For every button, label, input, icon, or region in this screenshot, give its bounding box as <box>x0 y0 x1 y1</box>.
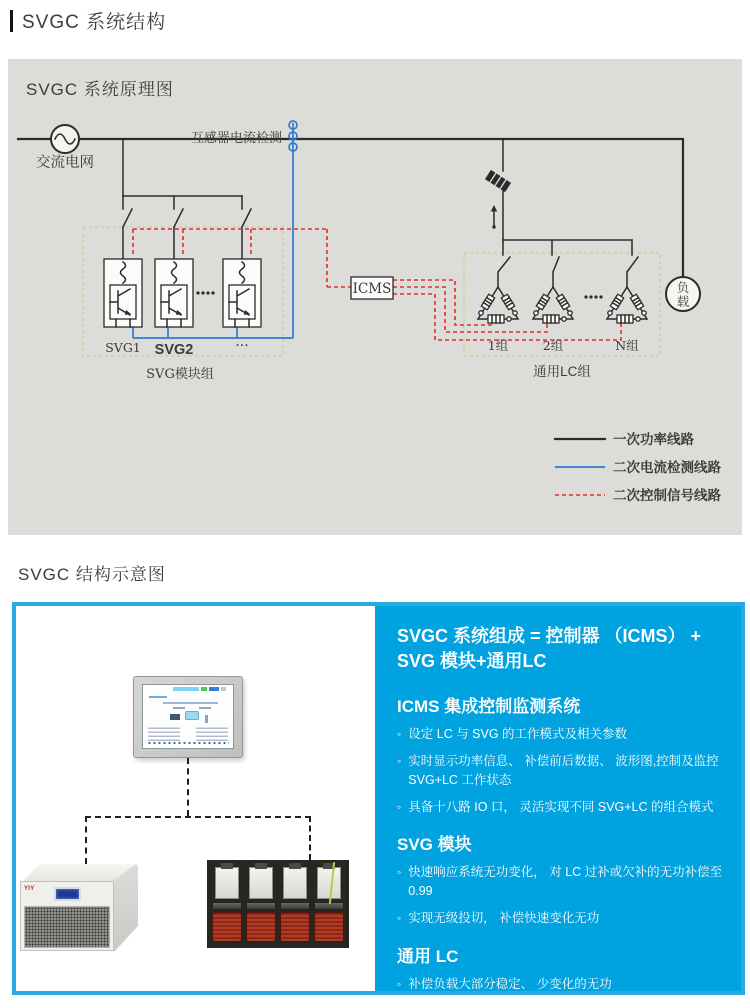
svg1-label: SVG1 <box>105 340 141 355</box>
connector-cabinet <box>85 816 87 864</box>
svg-group-label: SVG模块组 <box>146 367 214 382</box>
bullet-icon: ◦ <box>397 727 402 742</box>
svg-module-n <box>223 259 261 327</box>
cabinet-screen <box>54 887 81 901</box>
bullet-item <box>397 725 727 744</box>
bullet-text: 快速响应系统无功变化， 对 LC 过补或欠补的无功补偿至 0.99 <box>408 865 723 899</box>
legend-primary-label: 一次功率线路 <box>613 432 694 447</box>
bullet-item <box>397 752 727 790</box>
bullet-icon: ◦ <box>397 865 402 880</box>
svg-ellipsis-label: ··· <box>235 338 249 354</box>
legend-current-label: 二次电流检测线路 <box>613 460 721 475</box>
svg-cabinet-image <box>20 864 142 952</box>
lc-group-n <box>607 287 647 323</box>
connector-monitor <box>187 758 189 816</box>
legend-signal-label: 二次控制信号线路 <box>613 488 721 503</box>
load-label-bottom: 载 <box>676 294 690 309</box>
connector-horizontal <box>85 816 311 818</box>
schematic-section <box>8 59 742 535</box>
section-title-svg: SVG 模块 <box>397 835 472 855</box>
bullet-item <box>397 798 727 817</box>
bullet-text: 实时显示功率信息、 补偿前后数据、 波形图,控制及监控 SVG+LC 工作状态 <box>408 754 719 787</box>
page-title-text: SVGC 系统结构 <box>22 12 167 33</box>
legend <box>555 431 721 503</box>
hmi-panel-image <box>133 676 243 758</box>
structure-illustration <box>16 606 375 991</box>
lc-components-image <box>207 860 349 948</box>
bullet-icon: ◦ <box>397 799 402 814</box>
cabinet-grille <box>24 906 110 948</box>
schematic-diagram <box>8 59 742 535</box>
lc-group-2 <box>533 287 573 323</box>
section-title-lc: 通用 LC <box>397 946 459 966</box>
lc-group-1 <box>478 287 518 323</box>
ac-source-icon <box>51 125 79 153</box>
lc-group-label: 通用LC组 <box>533 364 591 379</box>
title-accent-bar <box>10 10 13 32</box>
bullet-item <box>397 909 727 928</box>
lcn-label: N组 <box>615 338 639 353</box>
bullet-icon: ◦ <box>397 754 402 769</box>
fuse-icon <box>485 170 511 192</box>
bullet-text: 实现无级投切， 补偿快速变化无功 <box>408 910 600 925</box>
info-panel <box>375 606 741 991</box>
module-ellipsis-dots <box>196 291 214 294</box>
section-title-icms: ICMS 集成控制监测系统 <box>397 697 581 717</box>
lc-ellipsis-dots <box>584 295 602 298</box>
bullet-text: 补偿负载大部分稳定、 少变化的无功 <box>408 976 612 991</box>
structure-title: SVGC 结构示意图 <box>18 565 166 584</box>
bullet-item <box>397 863 727 901</box>
lc2-label: 2组 <box>542 338 564 353</box>
ct-label: 互感器电流检测 <box>190 131 282 146</box>
arrester-icon <box>491 205 497 229</box>
lc1-label: 1组 <box>487 338 509 353</box>
bullet-item <box>397 975 727 991</box>
panel-heading: SVGC 系统组成 = 控制器 （ICMS） + SVG 模块+通用LC <box>397 626 702 672</box>
bullet-text: 设定 LC 与 SVG 的工作模式及相关参数 <box>408 727 628 742</box>
load-label-top: 负 <box>676 280 690 295</box>
hmi-screen <box>142 684 234 749</box>
structure-section <box>12 602 745 995</box>
bullet-text: 具备十八路 IO 口， 灵活实现不同 SVG+LC 的组合模式 <box>408 799 714 814</box>
bullet-icon: ◦ <box>397 910 402 925</box>
schematic-title: SVGC 系统原理图 <box>26 80 174 99</box>
svg2-label: SVG2 <box>154 342 194 358</box>
icms-label: ICMS <box>352 281 392 297</box>
cabinet-logo: YIY <box>24 886 35 892</box>
page-title <box>10 7 166 34</box>
ac-grid-label: 交流电网 <box>36 155 94 171</box>
connector-lc <box>309 816 311 860</box>
bullet-icon: ◦ <box>397 976 402 991</box>
